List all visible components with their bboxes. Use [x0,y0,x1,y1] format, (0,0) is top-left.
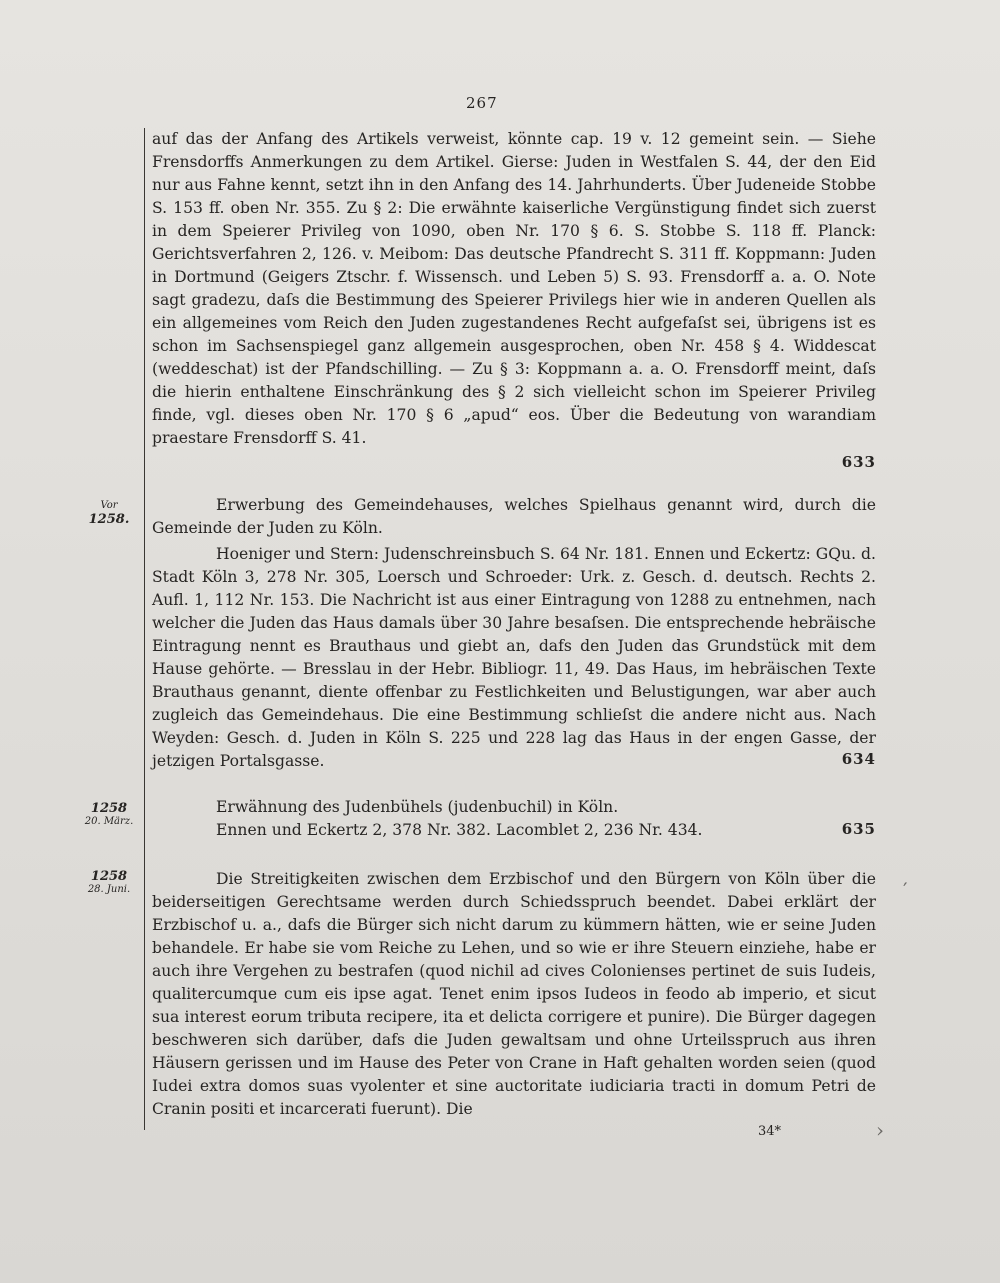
entry-636-text: Die Streitigkeiten zwischen dem Erzbischof und den Bürgern von Köln über die beiderseitigen Gerechtsame werden durch Schiedsspruch beendet. Dabei erklärt der Erzbischof u. a., dafs die Bürger sich nicht darum zu kümmern hätten, wie er seine Juden behandele. Er habe sie vom Reiche zu Lehen, und so wie er ihre Steuern einziehe, habe er auch ihre Vergehen zu bestrafen (quod nichil ad cives Colonienses pertinet de suis Iudeis, qualitercumque cum eis ipse agat. Tenet enim ipsos Iudeos in feodo ab imperio, et sicut sua interest eorum tributa recipere, ita et delicta corrigere et punire). Die Bürger dagegen beschweren sich darüber, dafs die Juden gewaltsam und ohne Urteilsspruch aus ihren Häusern gerissen und im Hause des Peter von Crane in Haft gehalten worden seien (quod Iudei extra domos suas vyolenter et sine auctoritate iudiciaria tracti in domum Petri de Cranin positi et incarcerati fuerunt). Die [152,870,876,1118]
entry-number-633: 633 [841,453,876,471]
entry-634-text: Hoeniger und Stern: Judenschreinsbuch S. 64 Nr. 181. Ennen und Eckertz: GQu. d. Stadt Köln 3, 278 Nr. 305, Loersch und Schroeder: Urk. z. Gesch. d. deutsch. Rechts 2. Aufl. 1, 112 Nr. 153. Die Nachricht ist aus einer Eintragung von 1288 zu entnehmen, nach welcher die Juden das Haus damals über 30 Jahre besaſsen. Die entsprechende hebräische Eintragung nennt es Brauthaus und giebt an, dafs den Juden das Grundstück mit dem Hause gehörte. — Bresslau in der Hebr. Bibliogr. 11, 49. Das Haus, im hebräischen Texte Brauthaus genannt, diente offenbar zu Festlichkeiten und Belustigungen, war aber auch zugleich das Gemeindehaus. Die eine Bestimmung schlieſst die andere nicht aus. Nach Weyden: Gesch. d. Juden in Köln S. 225 und 228 lag das Haus in der engen Gasse, der jetzigen Portalsgasse. [152,545,876,770]
signature-mark: 34* [758,1124,782,1139]
entry-633-text: auf das der Anfang des Artikels verweist, könnte cap. 19 v. 12 gemeint sein. — Siehe Frensdorffs Anmerkungen zu dem Artikel. Gierse: Juden in Westfalen S. 44, der den Eid nur aus Fahne kennt, setzt ihn in den Anfang des 14. Jahrhunderts. Über Judeneide Stobbe S. 153 ff. oben Nr. 355. Zu § 2: Die erwähnte kaiserliche Vergünstigung findet sich zuerst in dem Speierer Privileg von 1090, oben Nr. 170 § 6. S. Stobbe S. 118 ff. Planck: Gerichtsverfahren 2, 126. v. Meibom: Das deutsche Pfandrecht S. 311 ff. Koppmann: Juden in Dortmund (Geigers Ztschr. f. Wissensch. und Leben 5) S. 93. Frensdorff a. a. O. Note sagt gradezu, daſs die Bestimmung des Speierer Privilegs hier wie in anderen Quellen als ein allgemeines vom Reich den Juden zugestandenes Recht aufgefaſst sei, übrigens ist es schon im Sachsenspiegel ganz allgemein ausgesprochen, oben Nr. 458 § 4. Widdescat (weddeschat) ist der Pfandschilling. — Zu § 3: Koppmann a. a. O. Frensdorff meint, daſs die hierin enthaltene Einschränkung des § 2 sich vielleicht schon im Speierer Privileg finde, vgl. dieses oben Nr. 170 § 6 „apud“ eos. Über die Bedeutung von warandiam praestare Frensdorff S. 41. [152,130,876,447]
margin-prefix: Vor [100,500,118,511]
stray-mark: › [876,1118,884,1142]
margin-year: 1258 [90,801,128,816]
entry-635-text: Ennen und Eckertz 2, 378 Nr. 382. Lacomblet 2, 236 Nr. 434. [216,821,703,839]
margin-year: 1258. [88,512,130,527]
margin-year: 1258 [90,869,128,884]
entry-635-summary: Erwähnung des Judenbühels (judenbuchil) in Köln. [216,798,619,816]
margin-rule [144,128,145,1130]
margin-date: 20. März. [84,816,134,827]
entry-number-635: 635 [841,820,876,838]
page-number: 267 [466,94,498,112]
entry-number-634: 634 [841,750,876,768]
margin-date-634 [76,500,142,527]
margin-date: 28. Juni. [87,884,131,895]
margin-date-636 [76,869,142,896]
margin-date-635 [76,801,142,828]
entry-634-summary: Erwerbung des Gemeindehauses, welches Spielhaus genannt wird, durch die Gemeinde der Juden zu Köln. [152,496,876,537]
stray-mark: ′ [903,878,908,902]
